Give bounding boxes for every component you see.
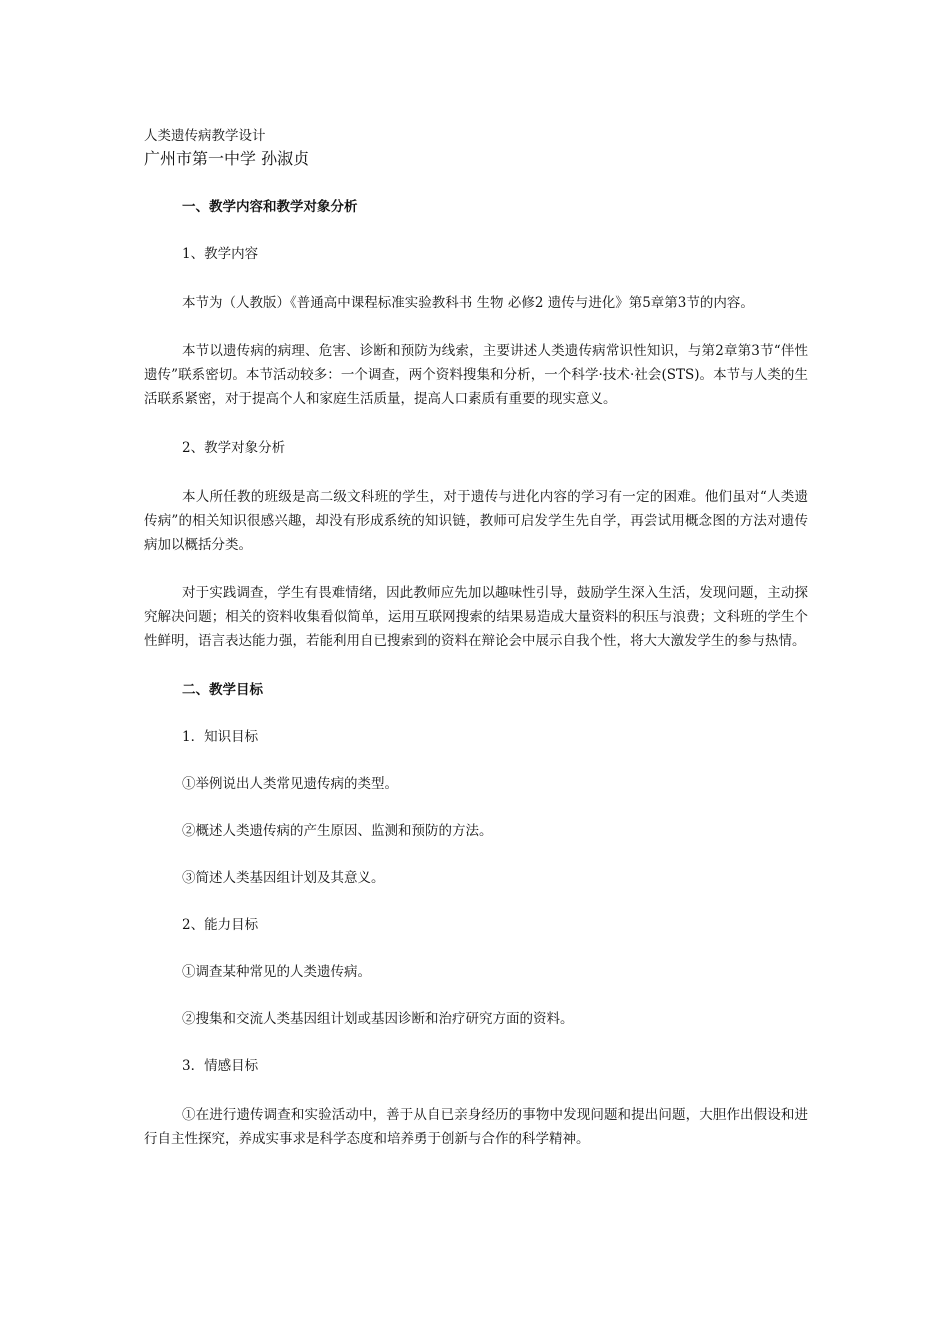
document-author: 广州市第一中学 孙淑贞 xyxy=(144,149,310,168)
section1-sub2-heading: 2、教学对象分析 xyxy=(182,440,286,456)
section1-sub1-para2: 本节以遗传病的病理、危害、诊断和预防为线索，主要讲述人类遗传病常识性知识，与第2章第3节“伴性遗传”联系密切。本节活动较多：一个调查，两个资料搜集和分析，一个科学·技术·社会(STS)。本节与人类的生活联系紧密，对于提高个人和家庭生活质量，提高人口素质有重要的现实意义。 xyxy=(144,343,808,407)
section1-sub1-heading: 1、教学内容 xyxy=(182,246,259,262)
ability-goal-item: ①调查某种常见的人类遗传病。 xyxy=(182,964,371,980)
section1-sub2-para2: 对于实践调查，学生有畏难情绪，因此教师应先加以趣味性引导，鼓励学生深入生活，发现问题，主动探究解决问题；相关的资料收集看似简单，运用互联网搜索的结果易造成大量资料的积压与浪费；文科班的学生个性鲜明，语言表达能力强，若能利用自已搜索到的资料在辩论会中展示自我个性，将大大激发学生的参与热情。 xyxy=(144,585,808,649)
knowledge-goal-item: ②概述人类遗传病的产生原因、监测和预防的方法。 xyxy=(182,823,493,839)
document-title: 人类遗传病教学设计 xyxy=(144,128,266,144)
section1-sub2-para1: 本人所任教的班级是高二级文科班的学生，对于遗传与进化内容的学习有一定的困难。他们虽对“人类遗传病”的相关知识很感兴趣，却没有形成系统的知识链，教师可启发学生先自学，再尝试用概念图的方法对遗传病加以概括分类。 xyxy=(144,489,808,553)
ability-goals-heading: 2、能力目标 xyxy=(182,917,259,933)
knowledge-goal-item: ③简述人类基因组计划及其意义。 xyxy=(182,870,385,886)
section2-heading: 二、教学目标 xyxy=(182,682,263,698)
knowledge-goal-item: ①举例说出人类常见遗传病的类型。 xyxy=(182,776,398,792)
document-body xyxy=(144,126,808,1151)
knowledge-goals-heading: 1．知识目标 xyxy=(182,729,259,745)
ability-goal-item: ②搜集和交流人类基因组计划或基因诊断和治疗研究方面的资料。 xyxy=(182,1011,574,1027)
section1-sub1-para1: 本节为（人教版）《普通高中课程标准实验教科书 生物 必修2 遗传与进化》第5章第3节的内容。 xyxy=(182,295,754,311)
section1-heading: 一、教学内容和教学对象分析 xyxy=(182,199,358,215)
emotion-goals-heading: 3．情感目标 xyxy=(182,1058,259,1074)
emotion-goal-para: ①在进行遗传调查和实验活动中，善于从自已亲身经历的事物中发现问题和提出问题，大胆作出假设和进行自主性探究，养成实事求是科学态度和培养勇于创新与合作的科学精神。 xyxy=(144,1107,808,1147)
